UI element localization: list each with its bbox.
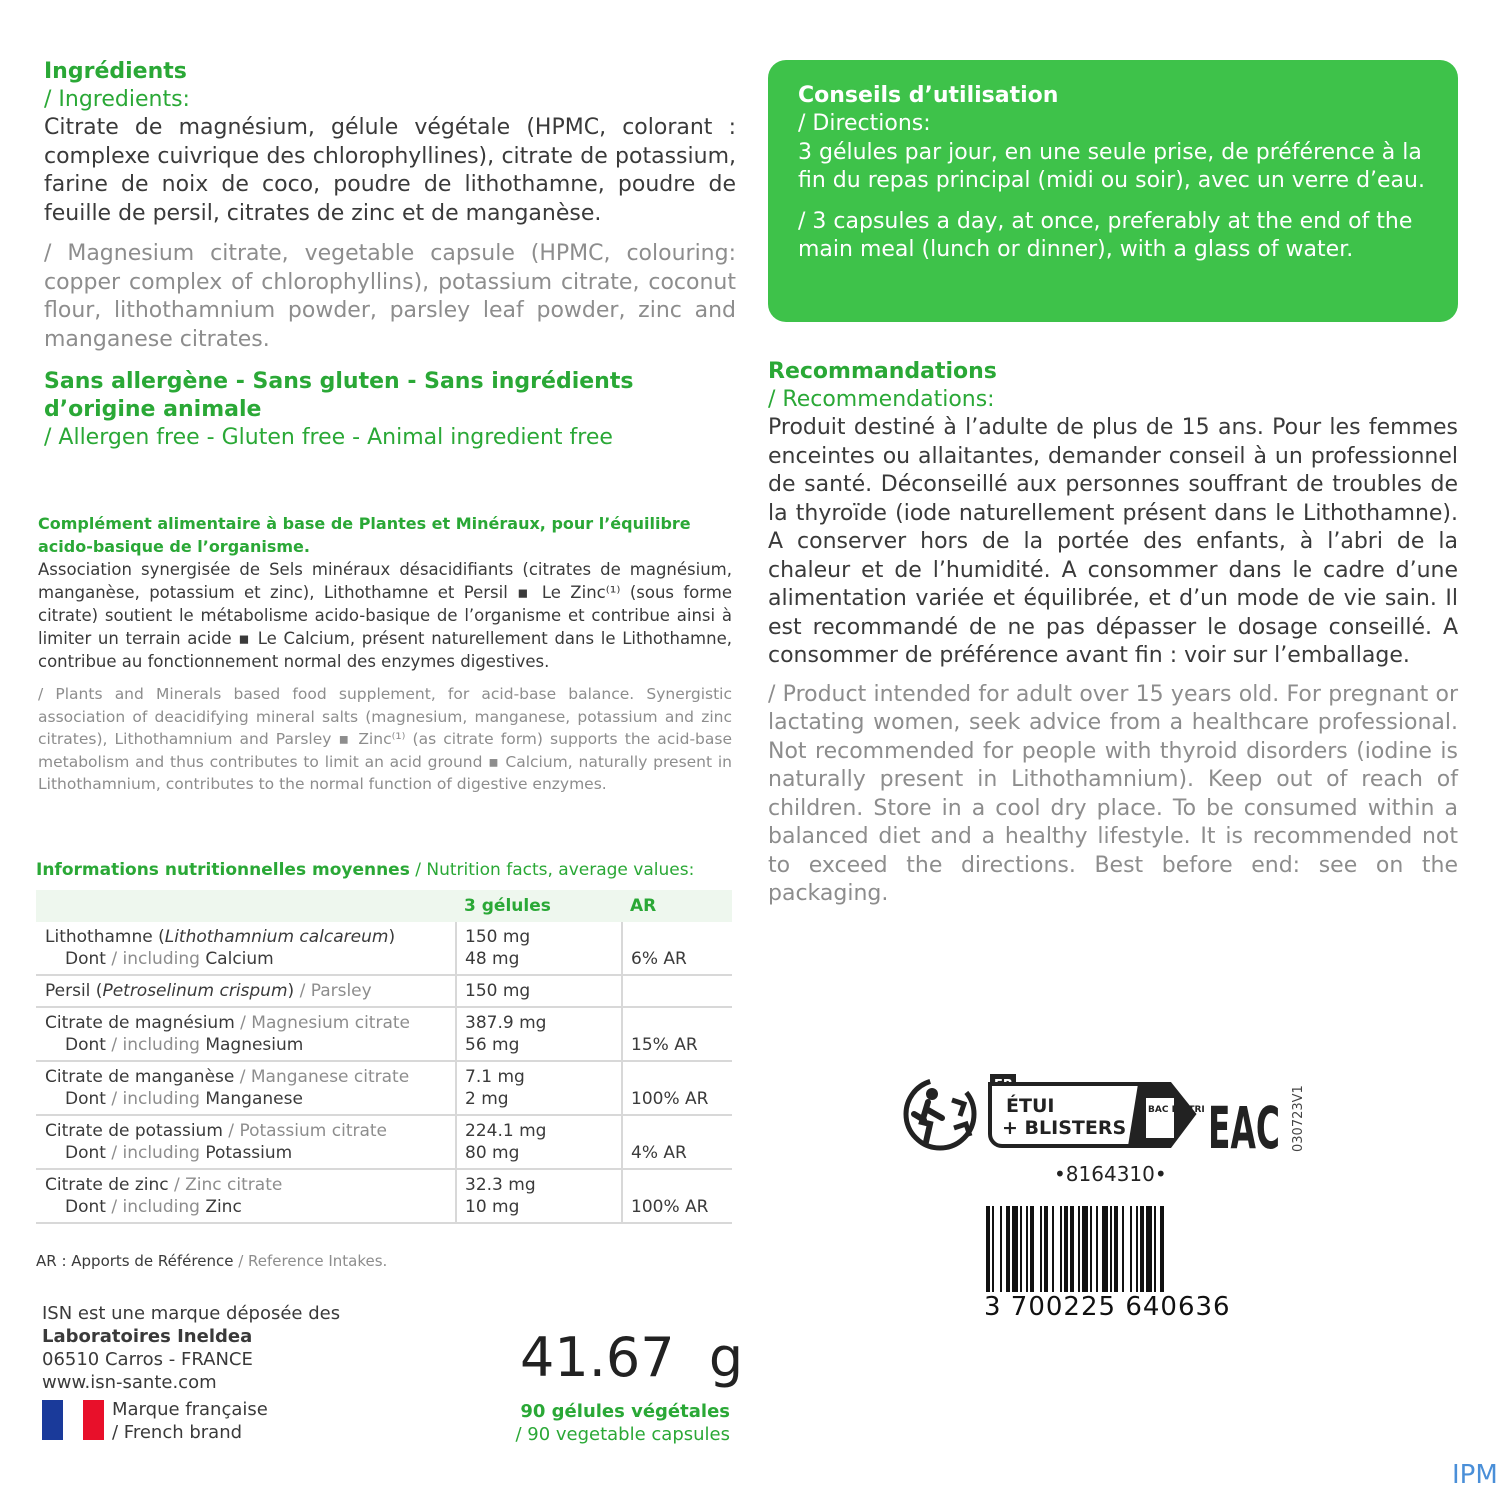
capsule-count xyxy=(440,1400,730,1446)
nutrient-amount: 150 mg xyxy=(456,975,622,1007)
ar-note-en: / Reference Intakes. xyxy=(233,1252,388,1270)
nutrition-row xyxy=(36,1169,732,1223)
nutrient-sub: Dont / including Potassium xyxy=(65,1143,293,1163)
triman-icon xyxy=(906,1080,974,1148)
french-flag-icon xyxy=(42,1400,104,1440)
ingredients-title: Ingrédients xyxy=(44,59,187,84)
nutrition-title xyxy=(36,858,732,882)
directions-subtitle: / Directions: xyxy=(798,111,931,136)
brand-line2: Laboratoires Ineldea xyxy=(42,1326,253,1347)
ingredients-fr: Citrate de magnésium, gélule végétale (HPMC, colorant : complexe cuivrique des chlorophyllines), citrate de potassium, farine de noix de coco, poudre de lithothamne, poudre de feuille de persil, citrates de zinc et de manganèse. xyxy=(44,115,736,226)
capsule-count-fr: 90 gélules végétales xyxy=(520,1401,730,1422)
nutrition-header-amount: 3 gélules xyxy=(456,890,622,922)
french-brand xyxy=(112,1398,268,1444)
recommendations-fr: Produit destiné à l’adulte de plus de 15 ans. Pour les femmes enceintes ou allaitantes, demander conseil à un professionnel de santé. Déconseillé aux personnes souffrant de troubles de la thyroïde (iode naturellement présent dans le Lithothamne). A conserver hors de la portée des enfants, à l’abri de la chaleur et de l’humidité. A consommer dans le cadre d’une alimentation variée et équilibrée, et d’un mode de vie sain. Il est recommandé de ne pas dépasser le dosage conseillé. A consommer de préférence avant fin : voir sur l’emballage. xyxy=(768,415,1458,668)
nutrient-name: Persil (Petroselinum crispum) / Parsley xyxy=(36,975,456,1007)
ingredients-en: / Magnesium citrate, vegetable capsule (HPMC, colouring: copper complex of chlorophyllins), potassium citrate, coconut flour, lithothamnium powder, parsley leaf powder, zinc and manganese citrates. xyxy=(44,241,736,352)
brand-info xyxy=(42,1302,340,1394)
barcode-icon xyxy=(984,1206,1224,1306)
allergen-en: / Allergen free - Gluten free - Animal ingredient free xyxy=(44,425,613,450)
complement-section xyxy=(38,512,732,796)
nutrient-name: Citrate de manganèse / Manganese citrate Dont / including Manganese xyxy=(36,1061,456,1115)
nutrient-sub: Dont / including Calcium xyxy=(65,949,274,969)
nutrition-header-ar: AR xyxy=(622,890,732,922)
nutrient-ar: 6% AR xyxy=(622,922,732,975)
barcode-digits: 3 700225 640636 xyxy=(984,1292,1231,1322)
nutrition-header-blank xyxy=(36,890,456,922)
directions-en: / 3 capsules a day, at once, preferably at the end of the main meal (lunch or dinner), with a glass of water. xyxy=(798,208,1413,262)
complement-fr: Association synergisée de Sels minéraux désacidifiants (citrates de magnésium, manganèse, potassium et zinc), Lithothamne et Persil ▪ Le Zinc⁽¹⁾ (sous forme citrate) soutient le métabolisme acido-basique de l’organisme et contribue ainsi à limiter un terrain acide ▪ Le Calcium, présent naturellement dans le Lithothamne, contribue au fonctionnement normal des enzymes digestives. xyxy=(38,560,732,671)
sorting-line2: + BLISTERS xyxy=(1002,1117,1127,1139)
barcode-ref: •8164310• xyxy=(1054,1162,1167,1186)
brand-line1: ISN est une marque déposée des xyxy=(42,1303,341,1324)
nutrient-amount: 150 mg 48 mg xyxy=(456,922,622,975)
ingredients-subtitle: / Ingredients: xyxy=(44,87,190,112)
nutrient-ar: 4% AR xyxy=(622,1115,732,1169)
capsule-count-en: / 90 vegetable capsules xyxy=(515,1424,730,1445)
nutrient-name: Citrate de magnésium / Magnesium citrate Dont / including Magnesium xyxy=(36,1007,456,1061)
ar-note-fr: AR : Apports de Référence xyxy=(36,1252,234,1270)
nutrition-table xyxy=(36,890,732,1224)
recommendations-title: Recommandations xyxy=(768,359,997,384)
batch-code: 030723V1 xyxy=(1291,1085,1306,1152)
nutrition-title-fr: Informations nutritionnelles moyennes xyxy=(36,860,410,880)
nutrition-row xyxy=(36,1115,732,1169)
sorting-line1: ÉTUI xyxy=(1006,1095,1055,1117)
nutrient-amount: 387.9 mg 56 mg xyxy=(456,1007,622,1061)
nutrition-body xyxy=(36,922,732,1223)
ipm-watermark: IPM xyxy=(1452,1460,1498,1490)
recycling-logos xyxy=(902,1070,1312,1160)
recommendations-subtitle: / Recommendations: xyxy=(768,387,995,412)
nutrient-amount: 224.1 mg 80 mg xyxy=(456,1115,622,1169)
net-weight: 41.67 g xyxy=(520,1326,744,1389)
bin-label: BAC DE TRI xyxy=(1148,1105,1205,1115)
nutrition-title-en: / Nutrition facts, average values: xyxy=(409,860,695,880)
nutrient-sub: Dont / including Zinc xyxy=(65,1197,242,1217)
sorting-info-icon xyxy=(990,1074,1205,1146)
nutrient-amount: 32.3 mg 10 mg xyxy=(456,1169,622,1223)
nutrient-amount: 7.1 mg 2 mg xyxy=(456,1061,622,1115)
nutrient-ar: 15% AR xyxy=(622,1007,732,1061)
nutrient-ar: 100% AR xyxy=(622,1061,732,1115)
nutrient-ar xyxy=(622,975,732,1007)
directions-box xyxy=(768,60,1458,322)
nutrient-name: Lithothamne (Lithothamnium calcareum) Dont / including Calcium xyxy=(36,922,456,975)
ar-note xyxy=(36,1252,387,1270)
french-brand-en: / French brand xyxy=(112,1422,243,1443)
complement-en: / Plants and Minerals based food supplement, for acid-base balance. Synergistic association of deacidifying mineral salts (magnesium, manganese, potassium and zinc citrates), Lithothamnium and Parsley ▪ Zinc⁽¹⁾ (as citrate form) supports the acid-base metabolism and thus contributes to limit an acid ground ▪ Calcium, naturally present in Lithothamnium, contributes to the normal function of digestive enzymes. xyxy=(38,685,732,793)
complement-title: Complément alimentaire à base de Plantes et Minéraux, pour l’équilibre acido-basique de l’organisme. xyxy=(38,514,691,556)
nutrition-row xyxy=(36,1061,732,1115)
directions-fr: 3 gélules par jour, en une seule prise, de préférence à la fin du repas principal (midi ou soir), avec un verre d’eau. xyxy=(798,139,1425,193)
nutrient-sub: Dont / including Manganese xyxy=(65,1089,303,1109)
french-brand-fr: Marque française xyxy=(112,1399,268,1420)
ingredients-section xyxy=(44,58,736,452)
recommendations-section xyxy=(768,358,1458,909)
allergen-fr: Sans allergène - Sans gluten - Sans ingrédients d’origine animale xyxy=(44,369,634,422)
nutrition-header-row xyxy=(36,890,732,922)
directions-title: Conseils d’utilisation xyxy=(798,83,1059,108)
nutrition-row xyxy=(36,975,732,1007)
nutrition-row xyxy=(36,1007,732,1061)
nutrient-ar: 100% AR xyxy=(622,1169,732,1223)
nutrient-sub: Dont / including Magnesium xyxy=(65,1035,304,1055)
brand-website: www.isn-sante.com xyxy=(42,1372,217,1393)
nutrition-row xyxy=(36,922,732,975)
brand-line3: 06510 Carros - FRANCE xyxy=(42,1349,253,1370)
recommendations-en: / Product intended for adult over 15 years old. For pregnant or lactating women, seek advice from a healthcare professional. Not recommended for people with thyroid disorders (iodine is naturally present in Lithothamnium). Keep out of reach of children. Store in a cool dry place. To be consumed within a balanced diet and a healthy lifestyle. It is recommended not to exceed the directions. Best before end: see on the packaging. xyxy=(768,681,1458,906)
allergen-block xyxy=(44,368,736,452)
eac-icon: EAC xyxy=(1208,1094,1280,1160)
nutrient-name: Citrate de potassium / Potassium citrate Dont / including Potassium xyxy=(36,1115,456,1169)
nutrient-name: Citrate de zinc / Zinc citrate Dont / including Zinc xyxy=(36,1169,456,1223)
